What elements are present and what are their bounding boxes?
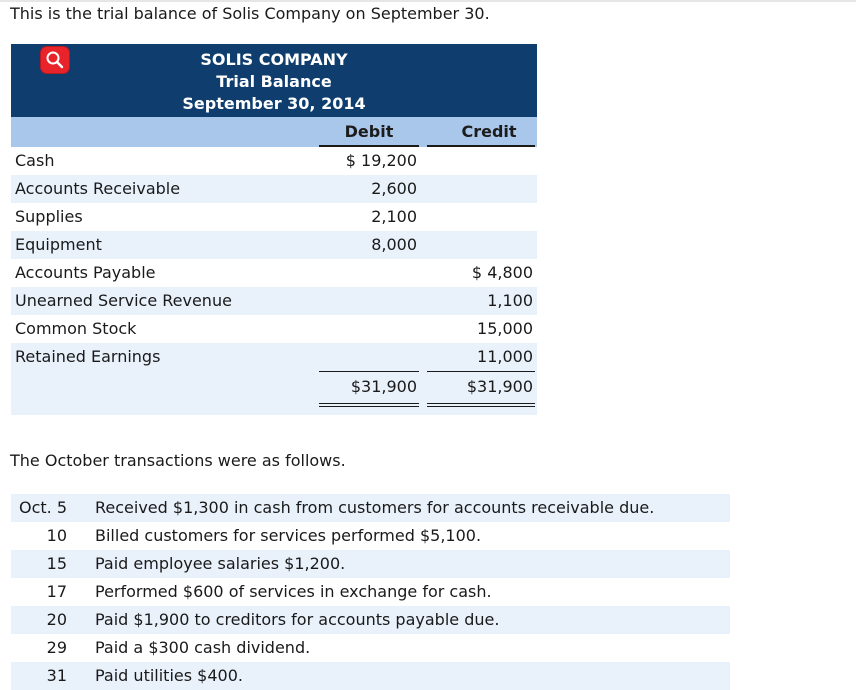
transaction-date: 20 [46,610,67,629]
transaction-date: 10 [46,526,67,545]
account-name: Supplies [15,207,83,226]
trial-balance-table [11,44,537,415]
table-row [11,259,537,287]
account-name: Common Stock [15,319,137,338]
list-item [11,494,730,522]
company-name: SOLIS COMPANY [200,50,348,69]
account-name: Retained Earnings [15,347,161,366]
table-row [11,203,537,231]
account-name: Cash [15,151,55,170]
list-item [11,522,730,550]
debit-total-rule [319,371,419,372]
credit-amount: 11,000 [477,347,533,366]
credit-header: Credit [461,122,517,141]
transaction-date: 17 [46,582,67,601]
transaction-description: Billed customers for services performed $5,100. [95,526,482,545]
debit-amount: 2,600 [371,179,417,198]
transaction-date: 15 [46,554,67,573]
table-row [11,175,537,203]
transaction-date: 31 [46,666,67,685]
table-row [11,343,537,371]
credit-amount: 15,000 [477,319,533,338]
statement-date: September 30, 2014 [182,94,366,113]
credit-double-underline [427,403,535,404]
transaction-description: Performed $600 of services in exchange for cash. [95,582,492,601]
credit-total-rule [427,371,535,372]
account-name: Equipment [15,235,102,254]
statement-title: Trial Balance [216,72,332,91]
transaction-description: Received $1,300 in cash from customers for accounts receivable due. [95,498,655,517]
table-row [11,231,537,259]
total-debit: $31,900 [350,377,417,396]
table-row [11,315,537,343]
transaction-description: Paid a $300 cash dividend. [95,638,311,657]
transaction-description: Paid utilities $400. [95,666,243,685]
column-headers [11,117,537,147]
transaction-description: Paid employee salaries $1,200. [95,554,346,573]
credit-amount: 1,100 [487,291,533,310]
totals-row [11,371,537,415]
intro-text: This is the trial balance of Solis Company on September 30. [10,4,490,23]
debit-double-underline [319,403,419,404]
transaction-date: 29 [46,638,67,657]
list-item [11,550,730,578]
transaction-description: Paid $1,900 to creditors for accounts payable due. [95,610,500,629]
account-name: Unearned Service Revenue [15,291,232,310]
debit-header: Debit [344,122,394,141]
table-row [11,147,537,175]
list-item [11,634,730,662]
account-name: Accounts Receivable [15,179,181,198]
trial-balance-header [11,44,537,117]
total-credit: $31,900 [466,377,533,396]
debit-amount: $ 19,200 [345,151,417,170]
list-item [11,606,730,634]
debit-amount: 8,000 [371,235,417,254]
credit-amount: $ 4,800 [471,263,533,282]
list-item [11,578,730,606]
debit-amount: 2,100 [371,207,417,226]
october-intro: The October transactions were as follows. [10,451,346,470]
account-name: Accounts Payable [15,263,156,282]
top-divider [0,0,856,2]
table-row [11,287,537,315]
transaction-date: Oct. 5 [18,498,67,517]
transactions-list [11,494,730,690]
